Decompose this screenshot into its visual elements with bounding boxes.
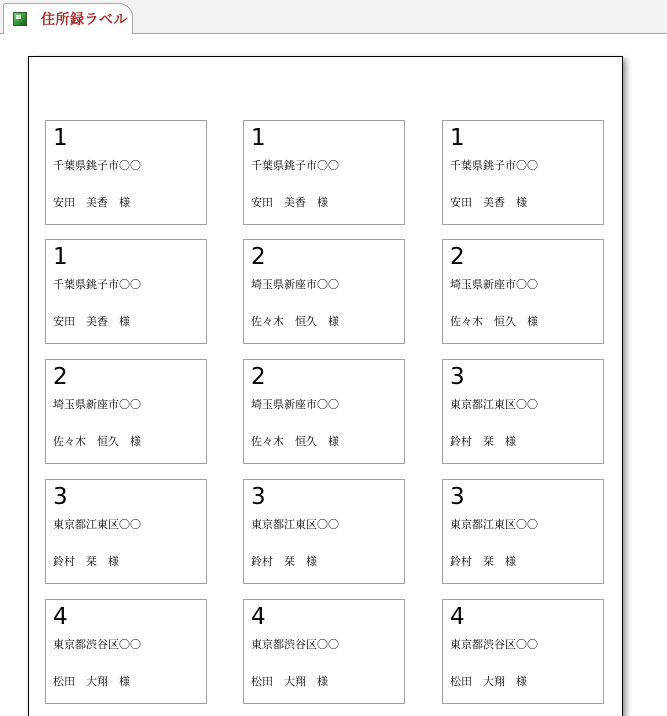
label-address: 埼玉県新座市〇〇: [53, 398, 141, 411]
label-number: 2: [251, 244, 266, 270]
address-label: [45, 359, 207, 464]
label-number: 3: [251, 484, 266, 510]
label-number: 2: [251, 364, 266, 390]
label-number: 3: [53, 484, 68, 510]
label-number: 3: [450, 364, 465, 390]
label-number: 2: [450, 244, 465, 270]
address-label: [45, 599, 207, 704]
address-label: [442, 599, 604, 704]
address-label: [442, 479, 604, 584]
address-label: [45, 239, 207, 344]
label-recipient-name: 鈴村 栞 様: [53, 555, 119, 568]
address-label: [45, 120, 207, 225]
label-number: 1: [450, 125, 465, 151]
label-recipient-name: 安田 美香 様: [53, 196, 130, 209]
tab-address-labels[interactable]: [3, 3, 133, 34]
label-address: 千葉県銚子市〇〇: [53, 159, 141, 172]
address-label: [243, 359, 405, 464]
label-recipient-name: 安田 美香 様: [450, 196, 527, 209]
label-address: 千葉県銚子市〇〇: [53, 278, 141, 291]
address-label: [442, 120, 604, 225]
address-label: [243, 479, 405, 584]
report-page: [28, 56, 623, 716]
label-number: 1: [53, 244, 68, 270]
label-number: 3: [450, 484, 465, 510]
label-address: 千葉県銚子市〇〇: [251, 159, 339, 172]
label-number: 4: [251, 604, 266, 630]
address-label: [243, 239, 405, 344]
label-recipient-name: 安田 美香 様: [251, 196, 328, 209]
label-address: 埼玉県新座市〇〇: [251, 398, 339, 411]
label-address: 埼玉県新座市〇〇: [251, 278, 339, 291]
form-icon: [13, 12, 27, 26]
label-address: 東京都渋谷区〇〇: [450, 638, 538, 651]
address-label: [442, 359, 604, 464]
label-recipient-name: 佐々木 恒久 様: [53, 435, 141, 448]
label-address: 東京都江東区〇〇: [450, 398, 538, 411]
label-recipient-name: 佐々木 恒久 様: [251, 435, 339, 448]
address-label: [442, 239, 604, 344]
label-recipient-name: 佐々木 恒久 様: [450, 315, 538, 328]
address-label: [243, 120, 405, 225]
label-number: 4: [53, 604, 68, 630]
label-recipient-name: 松田 大翔 様: [450, 675, 527, 688]
label-address: 東京都渋谷区〇〇: [251, 638, 339, 651]
label-number: 1: [53, 125, 68, 151]
label-address: 東京都江東区〇〇: [450, 518, 538, 531]
tab-title: 住所録ラベル: [41, 12, 128, 28]
label-recipient-name: 松田 大翔 様: [53, 675, 130, 688]
label-recipient-name: 松田 大翔 様: [251, 675, 328, 688]
document-tab-bar: [0, 0, 667, 34]
label-recipient-name: 佐々木 恒久 様: [251, 315, 339, 328]
label-recipient-name: 安田 美香 様: [53, 315, 130, 328]
label-address: 東京都江東区〇〇: [251, 518, 339, 531]
label-address: 東京都江東区〇〇: [53, 518, 141, 531]
label-recipient-name: 鈴村 栞 様: [450, 555, 516, 568]
label-address: 千葉県銚子市〇〇: [450, 159, 538, 172]
label-recipient-name: 鈴村 栞 様: [450, 435, 516, 448]
label-address: 埼玉県新座市〇〇: [450, 278, 538, 291]
label-number: 2: [53, 364, 68, 390]
label-recipient-name: 鈴村 栞 様: [251, 555, 317, 568]
label-number: 4: [450, 604, 465, 630]
address-label: [45, 479, 207, 584]
label-address: 東京都渋谷区〇〇: [53, 638, 141, 651]
report-preview-area[interactable]: [0, 34, 667, 699]
label-number: 1: [251, 125, 266, 151]
address-label: [243, 599, 405, 704]
